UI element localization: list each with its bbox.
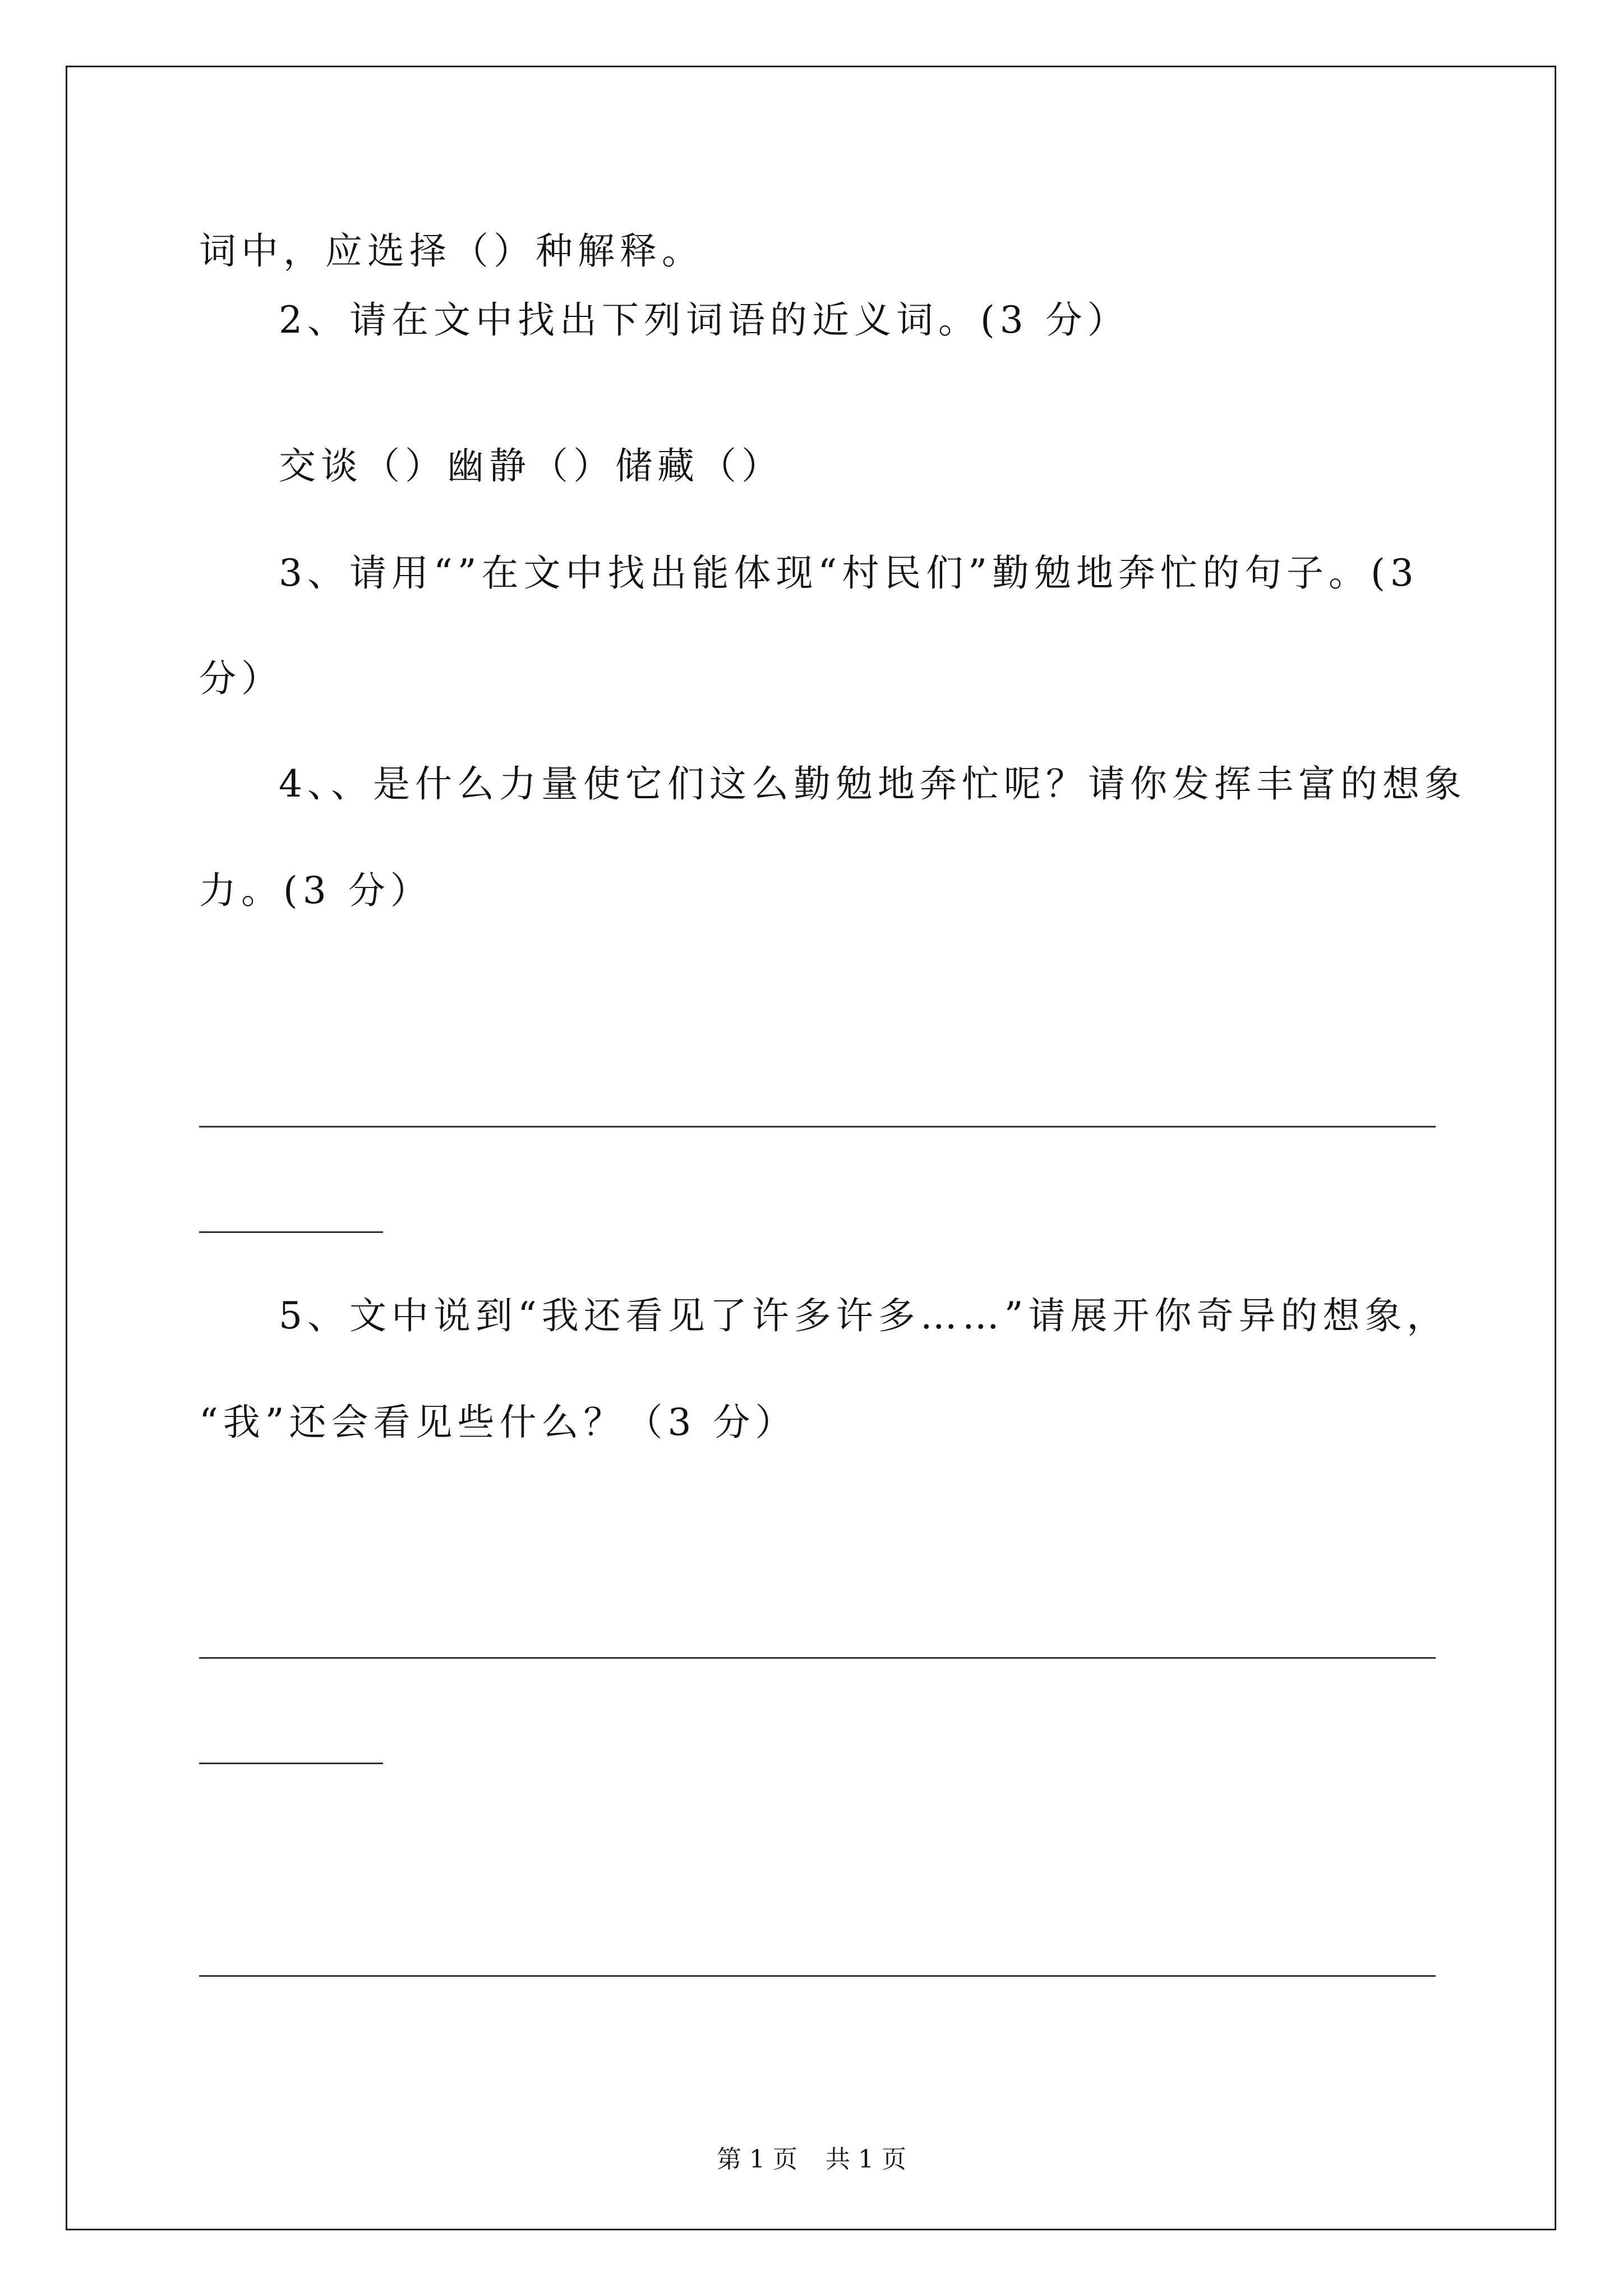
question-5-continued: “我”还会看见些什么？（3 分） <box>199 1401 797 1444</box>
question-4-continued: 力。(3 分） <box>199 869 432 912</box>
answer-line-5c <box>199 1975 1436 1977</box>
question-5: 5、文中说到“我还看见了许多许多……”请展开你奇异的想象， <box>279 1294 1449 1337</box>
answer-line-4a <box>199 1126 1436 1128</box>
page-footer <box>0 2143 1623 2177</box>
continuation-line: 词中，应选择（）种解释。 <box>199 229 704 273</box>
page-border <box>66 66 1556 2230</box>
answer-line-5a <box>199 1657 1436 1659</box>
question-2: 2、请在文中找出下列词语的近义词。(3 分） <box>279 298 1129 342</box>
footer-current-page: 第 1 页 <box>717 2145 797 2174</box>
question-2-words: 交谈（）幽静（）储藏（） <box>279 444 783 487</box>
question-3: 3、请用“”在文中找出能体现“村民们”勤勉地奔忙的句子。(3 <box>279 551 1419 595</box>
question-3-continued: 分） <box>199 657 283 700</box>
question-4: 4、、是什么力量使它们这么勤勉地奔忙呢？请你发挥丰富的想象 <box>279 762 1467 806</box>
footer-total-pages: 共 1 页 <box>826 2145 906 2174</box>
answer-line-5b <box>199 1763 383 1764</box>
answer-line-4b <box>199 1231 383 1233</box>
